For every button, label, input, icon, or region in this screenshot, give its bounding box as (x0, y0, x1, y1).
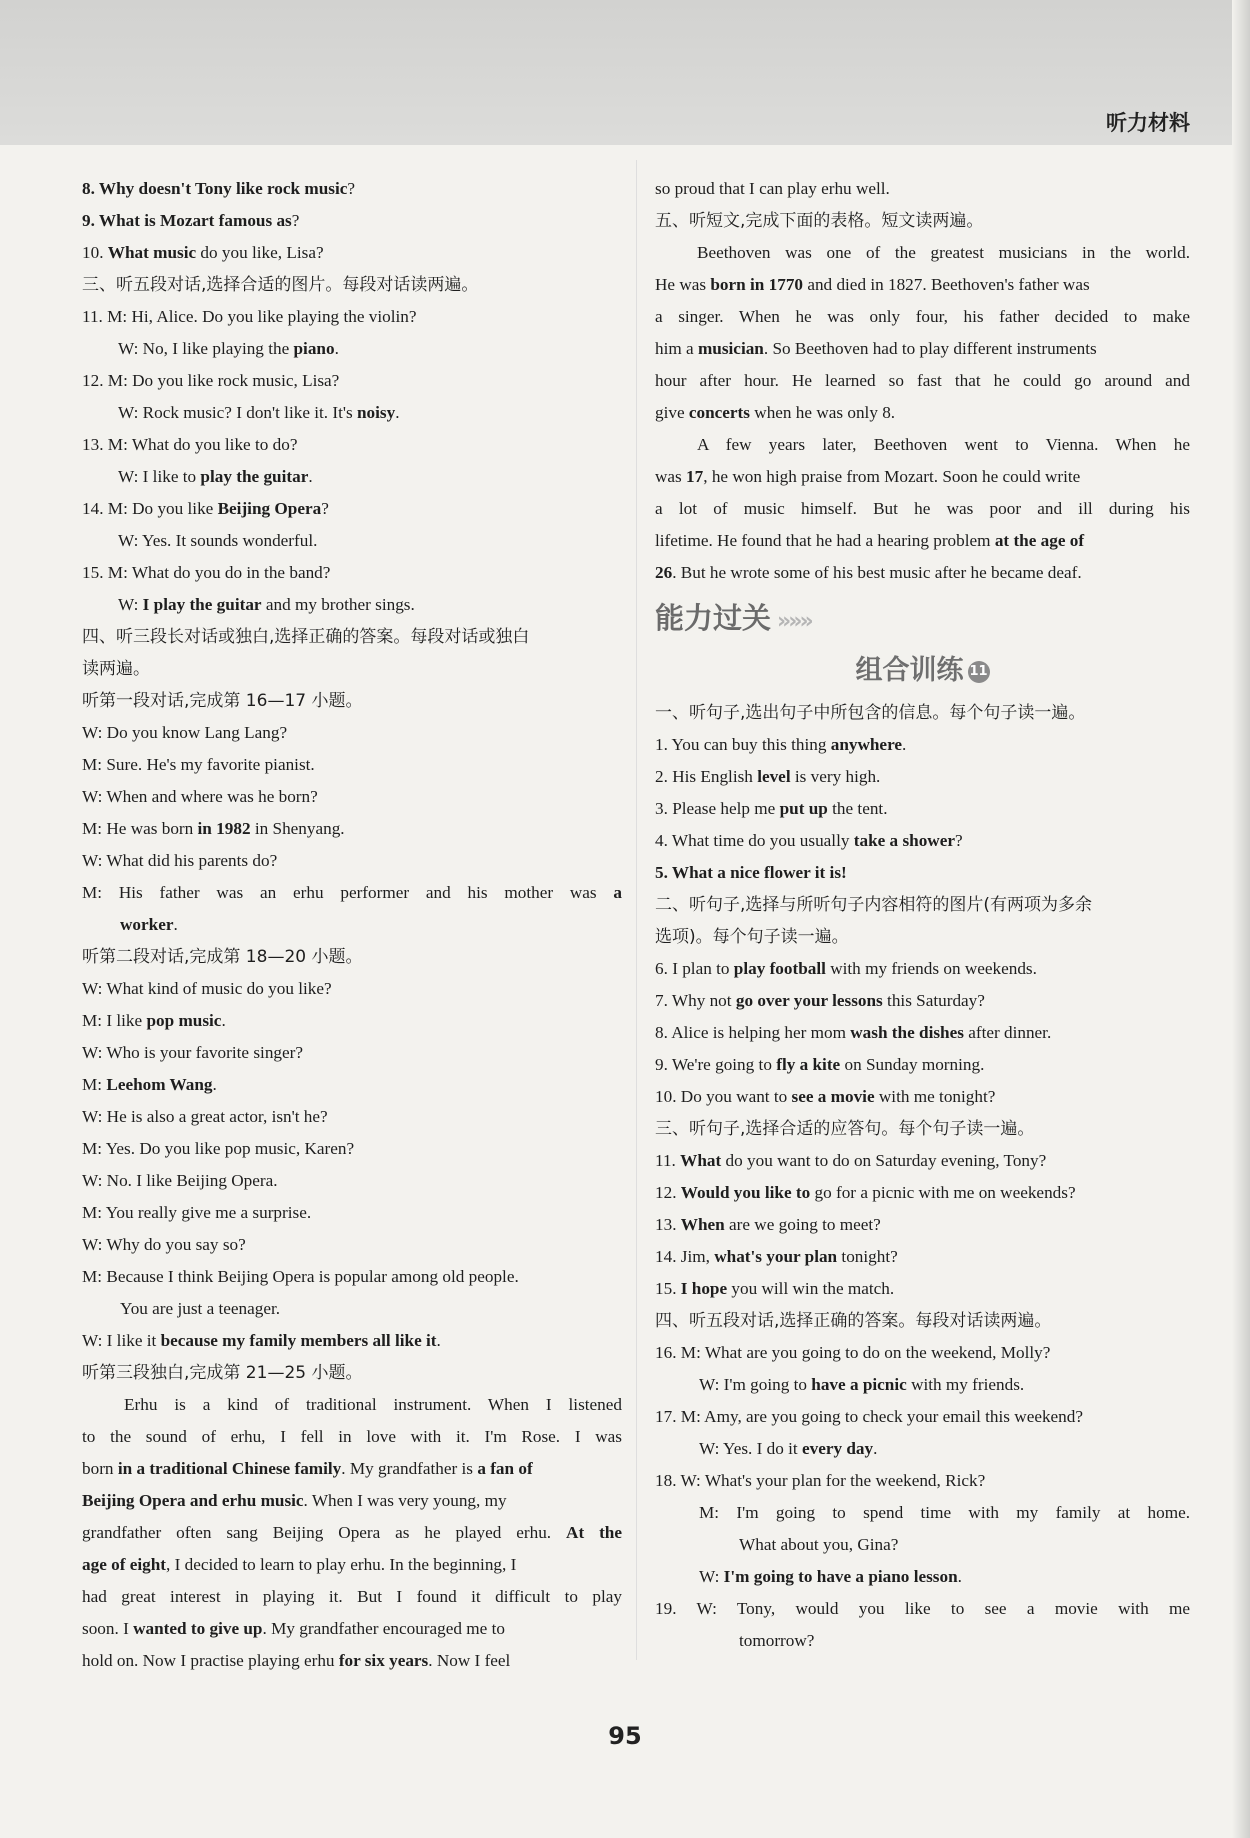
text-segment: W: No. I like Beijing Opera. (82, 1171, 278, 1190)
text-segment: with me tonight? (874, 1087, 996, 1106)
text-segment: 一、听句子,选出句子中所包含的信息。每个句子读一遍。 (655, 703, 1086, 723)
text-line (655, 1241, 1190, 1273)
answer-text: wanted to give up (133, 1619, 263, 1638)
text-segment: 五、听短文,完成下面的表格。短文读两遍。 (655, 211, 984, 231)
text-line (82, 877, 622, 909)
text-segment: . (873, 1439, 878, 1458)
answer-text: because my family members all like it (160, 1331, 437, 1350)
text-segment: was (655, 467, 687, 486)
text-segment: W: What kind of music do you like? (82, 979, 332, 998)
header-band (0, 0, 1250, 145)
text-line (82, 1389, 622, 1421)
text-segment: grandfather often sang Beijing Opera as he played erhu. (82, 1523, 567, 1542)
text-line (655, 493, 1190, 525)
text-line (655, 429, 1190, 461)
text-segment: 7. Why not (655, 991, 736, 1010)
text-line (655, 1401, 1190, 1433)
answer-text: I hope (680, 1279, 728, 1298)
text-segment: W: Yes. It sounds wonderful. (118, 531, 318, 550)
text-line (82, 813, 622, 845)
answer-text: concerts (688, 403, 750, 422)
answer-text: born in 1770 (710, 275, 804, 294)
text-segment: Beethoven was one of the greatest musicians in the world. (697, 243, 1190, 262)
answer-text: 8. Why doesn't Tony like rock music (82, 179, 348, 198)
text-segment: 11. M: Hi, Alice. Do you like playing the violin? (82, 307, 417, 326)
answer-text: musician (697, 339, 764, 358)
text-segment: with my friends. (906, 1375, 1025, 1394)
answer-text: pop music (146, 1011, 222, 1030)
text-segment: tonight? (837, 1247, 898, 1266)
text-segment: W: Do you know Lang Lang? (82, 723, 288, 742)
subheading-text: 组合训练 (855, 655, 964, 686)
text-line (82, 1517, 622, 1549)
text-line (655, 697, 1190, 729)
text-line (82, 1261, 622, 1293)
text-segment: . (902, 735, 907, 754)
text-segment: . (334, 339, 339, 358)
text-line (82, 781, 622, 813)
answer-text: 26 (655, 563, 673, 582)
text-segment: ? (291, 211, 300, 230)
text-segment: ? (347, 179, 355, 198)
text-line (655, 825, 1190, 857)
answer-text: see a movie (791, 1087, 875, 1106)
text-segment: . So Beethoven had to play different instruments (763, 339, 1097, 358)
text-line (655, 525, 1190, 557)
text-line (655, 1273, 1190, 1305)
text-line (82, 1325, 622, 1357)
text-line (655, 1561, 1190, 1593)
text-line (655, 729, 1190, 761)
page-edge-shadow (1232, 0, 1250, 1838)
text-segment: tomorrow? (739, 1631, 815, 1650)
text-line (655, 301, 1190, 333)
text-segment: 10. (82, 243, 108, 262)
text-segment: W: When and where was he born? (82, 787, 318, 806)
answer-text: 17 (686, 467, 704, 486)
answer-text: wash the dishes (850, 1023, 964, 1042)
exercise-list (655, 697, 1190, 1657)
text-segment: ? (954, 831, 963, 850)
text-segment: in Shenyang. (250, 819, 345, 838)
text-line (82, 1293, 622, 1325)
answer-text: 9. What is Mozart famous as (82, 211, 292, 230)
text-line (82, 365, 622, 397)
text-line (82, 205, 622, 237)
text-segment: 13. M: What do you like to do? (82, 435, 298, 454)
text-segment: W: No, I like playing the (118, 339, 294, 358)
text-line (655, 1081, 1190, 1113)
text-segment: 2. His English (655, 767, 758, 786)
text-segment: You are just a teenager. (120, 1299, 281, 1318)
text-segment: . (957, 1567, 962, 1586)
text-segment: . When I was very young, my (303, 1491, 507, 1510)
text-line (82, 493, 622, 525)
text-segment: 9. We're going to (655, 1055, 777, 1074)
text-segment: after dinner. (963, 1023, 1052, 1042)
text-line (82, 717, 622, 749)
text-segment: 19. W: Tony, would you like to see a movie with me (655, 1599, 1190, 1618)
text-line (655, 333, 1190, 365)
answer-text: worker (120, 915, 174, 934)
text-segment: 三、听五段对话,选择合适的图片。每段对话读两遍。 (82, 275, 479, 295)
text-line (655, 1145, 1190, 1177)
text-line (82, 909, 622, 941)
text-segment: M: You really give me a surprise. (82, 1203, 312, 1222)
text-line (655, 269, 1190, 301)
text-segment: ? (321, 499, 329, 518)
text-line (655, 1305, 1190, 1337)
text-line (655, 761, 1190, 793)
text-segment: W: What did his parents do? (82, 851, 278, 870)
text-line (82, 1581, 622, 1613)
text-line (82, 845, 622, 877)
text-segment: W: Yes. I do it (699, 1439, 802, 1458)
text-line (655, 557, 1190, 589)
text-line (655, 985, 1190, 1017)
text-segment: 4. What time do you usually (655, 831, 854, 850)
text-segment: W: Why do you say so? (82, 1235, 246, 1254)
text-segment: go for a picnic with me on weekends? (810, 1183, 1076, 1202)
text-segment: , I decided to learn to play erhu. In the beginning, I (166, 1555, 517, 1574)
text-line (655, 1465, 1190, 1497)
answer-text: 5. What a nice flower it is! (655, 863, 847, 882)
answer-text: piano (293, 339, 335, 358)
text-segment: 选项)。每个句子读一遍。 (655, 927, 849, 947)
text-line (82, 429, 622, 461)
text-segment: and died in 1827. Beethoven's father was (803, 275, 1090, 294)
answer-text: a (613, 883, 622, 902)
page-number: 95 (608, 1722, 642, 1750)
text-segment: so proud that I can play erhu well. (655, 179, 890, 198)
text-segment: and my brother sings. (261, 595, 415, 614)
text-line (82, 461, 622, 493)
answer-text: go over your lessons (735, 991, 883, 1010)
text-segment: M: His father was an erhu performer and his mother was (82, 883, 614, 902)
answer-text: every day (801, 1439, 874, 1458)
answer-text: What (680, 1151, 722, 1170)
text-segment: 6. I plan to (655, 959, 734, 978)
watermark (347, 1031, 613, 1145)
text-segment: 16. M: What are you going to do on the weekend, Molly? (655, 1343, 1051, 1362)
text-segment: . My grandfather encouraged me to (262, 1619, 505, 1638)
text-line (82, 749, 622, 781)
text-segment: born (82, 1459, 118, 1478)
text-segment: , he won high praise from Mozart. Soon he could write (703, 467, 1081, 486)
text-segment: 15. M: What do you do in the band? (82, 563, 331, 582)
text-segment: . But he wrote some of his best music after he became deaf. (672, 563, 1082, 582)
text-line (82, 1453, 622, 1485)
text-segment: A few years later, Beethoven went to Vienna. When he (697, 435, 1190, 454)
text-segment: W: He is also a great actor, isn't he? (82, 1107, 328, 1126)
text-segment: He was (655, 275, 711, 294)
text-segment: 10. Do you want to (655, 1087, 792, 1106)
answer-text: for six years (338, 1651, 429, 1670)
answer-text: Beijing Opera (217, 499, 322, 518)
text-segment: the tent. (827, 799, 888, 818)
text-segment: 18. W: What's your plan for the weekend, Rick? (655, 1471, 986, 1490)
answer-text: Would you like to (680, 1183, 811, 1202)
section-heading (655, 593, 1190, 643)
text-line (655, 1433, 1190, 1465)
text-segment: when he was only 8. (749, 403, 896, 422)
text-segment: 8. Alice is helping her mom (655, 1023, 851, 1042)
text-line (82, 1613, 622, 1645)
answer-text: take a shower (853, 831, 955, 850)
watermark-stamp-icon (347, 1031, 612, 1129)
text-segment: M: He was born (82, 819, 198, 838)
text-line (82, 397, 622, 429)
text-line (82, 1005, 622, 1037)
text-line (82, 589, 622, 621)
answer-text: Leehom Wang (106, 1075, 213, 1094)
text-line (82, 621, 622, 653)
answer-text: put up (779, 799, 828, 818)
text-segment: lifetime. He found that he had a hearing problem (655, 531, 995, 550)
text-line (655, 953, 1190, 985)
text-line (82, 1165, 622, 1197)
subheading (655, 645, 1190, 697)
text-segment: with my friends on weekends. (825, 959, 1037, 978)
right-column (655, 173, 1190, 1657)
text-segment: Erhu is a kind of traditional instrument. When I listened (124, 1395, 622, 1414)
text-line (655, 1497, 1190, 1529)
text-line (82, 1421, 622, 1453)
text-segment: 四、听五段对话,选择正确的答案。每段对话读两遍。 (655, 1311, 1052, 1331)
text-segment: M: Sure. He's my favorite pianist. (82, 755, 315, 774)
text-segment: . (436, 1331, 441, 1350)
text-segment: . (212, 1075, 217, 1094)
text-segment: soon. I (82, 1619, 134, 1638)
text-line (82, 1229, 622, 1261)
answer-text: in 1982 (197, 819, 251, 838)
answer-text: anywhere (830, 735, 903, 754)
text-segment: 听第三段独白,完成第 21—25 小题。 (82, 1363, 363, 1383)
text-line (655, 1625, 1190, 1657)
text-segment: 二、听句子,选择与所听句子内容相符的图片(有两项为多余 (655, 895, 1093, 915)
text-segment: are we going to meet? (724, 1215, 881, 1234)
text-segment: W: I like it (82, 1331, 161, 1350)
text-line (655, 205, 1190, 237)
text-segment: W: Who is your favorite singer? (82, 1043, 303, 1062)
text-line (82, 301, 622, 333)
text-line (82, 1197, 622, 1229)
text-segment: hour after hour. He learned so fast that he could go around and (655, 371, 1190, 390)
text-line (655, 1113, 1190, 1145)
answer-text: I'm going to have a piano lesson (723, 1567, 958, 1586)
text-segment: . (395, 403, 400, 422)
answer-text: a fan of (477, 1459, 533, 1478)
text-line (655, 1369, 1190, 1401)
answer-text: I play the guitar (142, 595, 262, 614)
text-segment: on Sunday morning. (840, 1055, 985, 1074)
answer-text: at the age of (994, 531, 1085, 550)
text-segment: W: (699, 1567, 724, 1586)
answer-text: Beijing Opera and erhu music (82, 1491, 304, 1510)
answer-text: What music (107, 243, 197, 262)
column-divider (636, 160, 637, 1660)
text-segment: 听第一段对话,完成第 16—17 小题。 (82, 691, 363, 711)
answer-text: play football (733, 959, 826, 978)
text-segment: W: I like to (118, 467, 201, 486)
text-line (655, 1337, 1190, 1369)
text-line (82, 941, 622, 973)
text-segment: W: (118, 595, 143, 614)
text-line (655, 173, 1190, 205)
text-line (82, 1549, 622, 1581)
text-segment: a singer. When he was only four, his father decided to make (655, 307, 1190, 326)
text-line (82, 1485, 622, 1517)
text-segment: 11. (655, 1151, 681, 1170)
section-title: 听力材料 (1106, 111, 1190, 135)
answer-text: When (680, 1215, 725, 1234)
text-line (655, 857, 1190, 889)
text-segment: had great interest in playing it. But I found it difficult to play (82, 1587, 622, 1606)
text-line (82, 525, 622, 557)
text-line (655, 461, 1190, 493)
text-segment: a lot of music himself. But he was poor and ill during his (655, 499, 1190, 518)
text-segment: 读两遍。 (82, 659, 150, 679)
text-segment: M: (82, 1075, 107, 1094)
text-line (655, 793, 1190, 825)
text-segment: 听第二段对话,完成第 18—20 小题。 (82, 947, 363, 967)
text-segment: . (173, 915, 178, 934)
text-line (82, 1645, 622, 1677)
text-line (655, 1593, 1190, 1625)
text-line (82, 237, 622, 269)
answer-text: play the guitar (200, 467, 309, 486)
text-segment: M: Yes. Do you like pop music, Karen? (82, 1139, 355, 1158)
text-line (655, 1049, 1190, 1081)
text-line (82, 173, 622, 205)
text-segment: . My grandfather is (341, 1459, 478, 1478)
text-segment: M: I'm going to spend time with my family at home. (699, 1503, 1190, 1522)
text-segment: 12. M: Do you like rock music, Lisa? (82, 371, 340, 390)
beethoven-passage (655, 173, 1190, 589)
text-segment: What about you, Gina? (739, 1535, 899, 1554)
text-line (82, 1357, 622, 1389)
text-line (82, 333, 622, 365)
text-segment: 3. Please help me (655, 799, 780, 818)
text-segment: do you like, Lisa? (196, 243, 324, 262)
text-segment: . Now I feel (428, 1651, 511, 1670)
text-segment: 12. (655, 1183, 681, 1202)
left-column (82, 173, 622, 1677)
text-line (655, 1177, 1190, 1209)
text-segment: . (221, 1011, 226, 1030)
text-line (655, 397, 1190, 429)
text-segment: M: I like (82, 1011, 147, 1030)
text-segment: hold on. Now I practise playing erhu (82, 1651, 339, 1670)
text-line (82, 653, 622, 685)
answer-text: have a picnic (811, 1375, 907, 1394)
text-line (82, 557, 622, 589)
text-segment: give (655, 403, 689, 422)
answer-text: age of eight (82, 1555, 167, 1574)
text-segment: . (308, 467, 313, 486)
text-segment: W: I'm going to (699, 1375, 812, 1394)
answer-text: in a traditional Chinese family (117, 1459, 342, 1478)
text-segment: 14. Jim, (655, 1247, 715, 1266)
exercise-number-badge: 11 (968, 661, 990, 683)
text-segment: 15. (655, 1279, 681, 1298)
text-segment: to the sound of erhu, I fell in love with it. I'm Rose. I was (82, 1427, 622, 1446)
text-line (655, 889, 1190, 921)
section-heading-text: 能力过关 (655, 601, 772, 635)
text-line (655, 921, 1190, 953)
text-line (82, 1133, 622, 1165)
answer-text: At the (566, 1523, 622, 1542)
text-line (655, 1529, 1190, 1561)
text-segment: 17. M: Amy, are you going to check your email this weekend? (655, 1407, 1083, 1426)
text-segment: 1. You can buy this thing (655, 735, 831, 754)
text-line (655, 1017, 1190, 1049)
text-line (655, 365, 1190, 397)
text-segment: is very high. (790, 767, 881, 786)
text-segment: this Saturday? (882, 991, 985, 1010)
text-segment: 14. M: Do you like (82, 499, 218, 518)
answer-text: fly a kite (776, 1055, 841, 1074)
answer-text: noisy (356, 403, 396, 422)
text-segment: 三、听句子,选择合适的应答句。每个句子读一遍。 (655, 1119, 1035, 1139)
text-line (82, 973, 622, 1005)
text-line (82, 685, 622, 717)
text-line (82, 269, 622, 301)
text-segment: you will win the match. (727, 1279, 895, 1298)
text-segment: do you want to do on Saturday evening, Tony? (721, 1151, 1047, 1170)
text-segment: him a (655, 339, 698, 358)
text-line (655, 1209, 1190, 1241)
text-segment: 13. (655, 1215, 681, 1234)
arrows-icon: »»» (777, 609, 811, 634)
text-segment: 四、听三段长对话或独白,选择正确的答案。每段对话或独白 (82, 627, 530, 647)
text-segment: M: Because I think Beijing Opera is popular among old people. (82, 1267, 519, 1286)
answer-text: level (757, 767, 791, 786)
text-segment: W: Rock music? I don't like it. It's (118, 403, 357, 422)
text-line (655, 237, 1190, 269)
answer-text: what's your plan (714, 1247, 838, 1266)
